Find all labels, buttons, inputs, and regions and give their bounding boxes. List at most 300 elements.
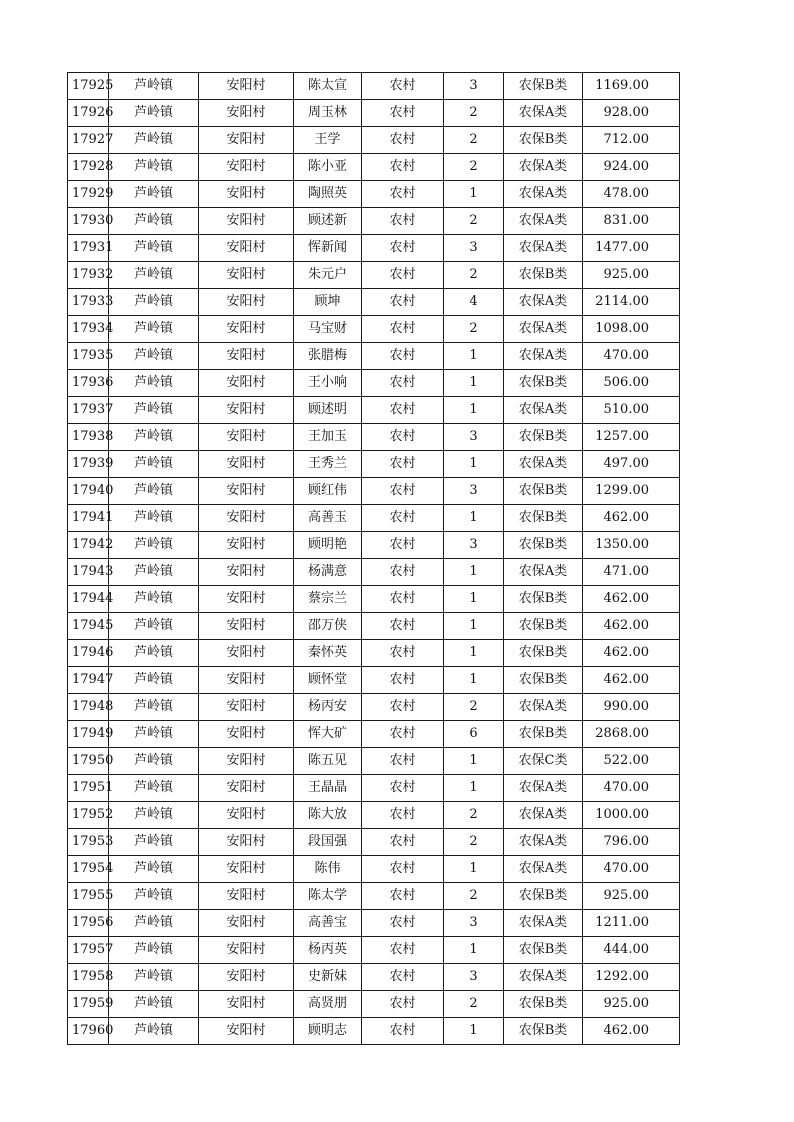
cell-type: 农村 [362, 586, 444, 613]
cell-count: 3 [444, 424, 504, 451]
cell-type: 农村 [362, 370, 444, 397]
cell-category: 农保A类 [504, 316, 583, 343]
table-row [68, 532, 680, 559]
cell-village: 安阳村 [199, 802, 294, 829]
cell-name: 高善宝 [294, 910, 362, 937]
cell-amount: 1211.00 [583, 910, 680, 937]
cell-count: 2 [444, 100, 504, 127]
cell-type: 农村 [362, 262, 444, 289]
cell-id: 17933 [68, 289, 109, 316]
table-row [68, 937, 680, 964]
cell-town: 芦岭镇 [109, 910, 199, 937]
cell-type: 农村 [362, 775, 444, 802]
cell-category: 农保B类 [504, 1018, 583, 1045]
cell-village: 安阳村 [199, 937, 294, 964]
cell-name: 马宝财 [294, 316, 362, 343]
cell-id: 17930 [68, 208, 109, 235]
table-row [68, 451, 680, 478]
cell-id: 17946 [68, 640, 109, 667]
cell-village: 安阳村 [199, 505, 294, 532]
cell-name: 杨丙英 [294, 937, 362, 964]
cell-town: 芦岭镇 [109, 532, 199, 559]
table-row [68, 775, 680, 802]
cell-id: 17925 [68, 73, 109, 100]
cell-category: 农保B类 [504, 586, 583, 613]
cell-count: 1 [444, 856, 504, 883]
cell-village: 安阳村 [199, 667, 294, 694]
cell-type: 农村 [362, 991, 444, 1018]
cell-amount: 470.00 [583, 856, 680, 883]
cell-name: 顾明志 [294, 1018, 362, 1045]
cell-town: 芦岭镇 [109, 397, 199, 424]
cell-name: 陈小亚 [294, 154, 362, 181]
cell-amount: 1169.00 [583, 73, 680, 100]
cell-category: 农保B类 [504, 127, 583, 154]
cell-type: 农村 [362, 316, 444, 343]
cell-village: 安阳村 [199, 289, 294, 316]
cell-amount: 2868.00 [583, 721, 680, 748]
cell-amount: 1098.00 [583, 316, 680, 343]
cell-amount: 2114.00 [583, 289, 680, 316]
table-row [68, 235, 680, 262]
cell-type: 农村 [362, 505, 444, 532]
table-row [68, 694, 680, 721]
cell-category: 农保A类 [504, 964, 583, 991]
cell-amount: 1350.00 [583, 532, 680, 559]
cell-id: 17959 [68, 991, 109, 1018]
cell-count: 1 [444, 370, 504, 397]
cell-village: 安阳村 [199, 424, 294, 451]
table-row [68, 73, 680, 100]
cell-type: 农村 [362, 829, 444, 856]
cell-category: 农保B类 [504, 478, 583, 505]
cell-amount: 831.00 [583, 208, 680, 235]
cell-count: 1 [444, 451, 504, 478]
cell-count: 1 [444, 181, 504, 208]
cell-amount: 497.00 [583, 451, 680, 478]
cell-village: 安阳村 [199, 559, 294, 586]
cell-category: 农保B类 [504, 370, 583, 397]
table-row [68, 883, 680, 910]
cell-amount: 462.00 [583, 613, 680, 640]
table-row [68, 505, 680, 532]
cell-amount: 925.00 [583, 991, 680, 1018]
cell-name: 顾怀堂 [294, 667, 362, 694]
cell-name: 王秀兰 [294, 451, 362, 478]
cell-name: 王加玉 [294, 424, 362, 451]
cell-name: 朱元户 [294, 262, 362, 289]
cell-id: 17939 [68, 451, 109, 478]
cell-amount: 462.00 [583, 640, 680, 667]
table-row [68, 262, 680, 289]
cell-town: 芦岭镇 [109, 73, 199, 100]
cell-count: 2 [444, 883, 504, 910]
cell-type: 农村 [362, 235, 444, 262]
cell-village: 安阳村 [199, 694, 294, 721]
cell-name: 顾坤 [294, 289, 362, 316]
cell-type: 农村 [362, 424, 444, 451]
cell-count: 2 [444, 829, 504, 856]
cell-town: 芦岭镇 [109, 667, 199, 694]
cell-count: 1 [444, 640, 504, 667]
cell-name: 顾述明 [294, 397, 362, 424]
cell-amount: 470.00 [583, 775, 680, 802]
cell-category: 农保B类 [504, 73, 583, 100]
cell-amount: 1257.00 [583, 424, 680, 451]
cell-count: 1 [444, 937, 504, 964]
cell-town: 芦岭镇 [109, 154, 199, 181]
cell-category: 农保B类 [504, 937, 583, 964]
cell-village: 安阳村 [199, 127, 294, 154]
cell-id: 17948 [68, 694, 109, 721]
cell-town: 芦岭镇 [109, 775, 199, 802]
cell-town: 芦岭镇 [109, 316, 199, 343]
cell-id: 17942 [68, 532, 109, 559]
cell-amount: 925.00 [583, 883, 680, 910]
table-row [68, 991, 680, 1018]
cell-town: 芦岭镇 [109, 586, 199, 613]
cell-count: 1 [444, 1018, 504, 1045]
cell-amount: 471.00 [583, 559, 680, 586]
cell-village: 安阳村 [199, 964, 294, 991]
cell-type: 农村 [362, 748, 444, 775]
cell-type: 农村 [362, 343, 444, 370]
cell-count: 1 [444, 343, 504, 370]
cell-type: 农村 [362, 478, 444, 505]
cell-category: 农保A类 [504, 559, 583, 586]
table-row [68, 559, 680, 586]
cell-category: 农保A类 [504, 802, 583, 829]
cell-town: 芦岭镇 [109, 829, 199, 856]
cell-name: 陈太学 [294, 883, 362, 910]
cell-town: 芦岭镇 [109, 748, 199, 775]
cell-town: 芦岭镇 [109, 721, 199, 748]
cell-village: 安阳村 [199, 748, 294, 775]
cell-name: 顾红伟 [294, 478, 362, 505]
table-row [68, 127, 680, 154]
cell-category: 农保B类 [504, 640, 583, 667]
cell-town: 芦岭镇 [109, 451, 199, 478]
cell-count: 2 [444, 991, 504, 1018]
cell-name: 段国强 [294, 829, 362, 856]
cell-id: 17934 [68, 316, 109, 343]
cell-type: 农村 [362, 559, 444, 586]
cell-name: 陈大放 [294, 802, 362, 829]
cell-amount: 522.00 [583, 748, 680, 775]
cell-count: 3 [444, 73, 504, 100]
cell-type: 农村 [362, 532, 444, 559]
cell-category: 农保B类 [504, 424, 583, 451]
records-body [68, 73, 680, 1045]
cell-name: 蔡宗兰 [294, 586, 362, 613]
cell-category: 农保A类 [504, 181, 583, 208]
cell-amount: 925.00 [583, 262, 680, 289]
cell-category: 农保A类 [504, 397, 583, 424]
cell-id: 17960 [68, 1018, 109, 1045]
cell-name: 顾述新 [294, 208, 362, 235]
cell-category: 农保A类 [504, 775, 583, 802]
cell-town: 芦岭镇 [109, 991, 199, 1018]
cell-type: 农村 [362, 154, 444, 181]
table-row [68, 370, 680, 397]
table-row [68, 100, 680, 127]
cell-village: 安阳村 [199, 397, 294, 424]
cell-type: 农村 [362, 451, 444, 478]
cell-category: 农保B类 [504, 613, 583, 640]
cell-category: 农保A类 [504, 343, 583, 370]
cell-amount: 1292.00 [583, 964, 680, 991]
cell-type: 农村 [362, 73, 444, 100]
cell-amount: 470.00 [583, 343, 680, 370]
cell-id: 17954 [68, 856, 109, 883]
cell-village: 安阳村 [199, 451, 294, 478]
cell-town: 芦岭镇 [109, 289, 199, 316]
cell-village: 安阳村 [199, 100, 294, 127]
cell-village: 安阳村 [199, 181, 294, 208]
cell-town: 芦岭镇 [109, 262, 199, 289]
table-row [68, 829, 680, 856]
cell-amount: 1000.00 [583, 802, 680, 829]
table-row [68, 289, 680, 316]
table-row [68, 343, 680, 370]
cell-village: 安阳村 [199, 1018, 294, 1045]
cell-type: 农村 [362, 397, 444, 424]
cell-count: 1 [444, 775, 504, 802]
cell-type: 农村 [362, 910, 444, 937]
cell-town: 芦岭镇 [109, 613, 199, 640]
cell-count: 1 [444, 613, 504, 640]
cell-count: 4 [444, 289, 504, 316]
cell-category: 农保A类 [504, 154, 583, 181]
cell-amount: 712.00 [583, 127, 680, 154]
cell-category: 农保A类 [504, 694, 583, 721]
table-row [68, 424, 680, 451]
cell-name: 王晶晶 [294, 775, 362, 802]
cell-type: 农村 [362, 694, 444, 721]
cell-amount: 928.00 [583, 100, 680, 127]
cell-amount: 506.00 [583, 370, 680, 397]
cell-id: 17947 [68, 667, 109, 694]
cell-category: 农保A类 [504, 208, 583, 235]
table-row [68, 721, 680, 748]
cell-name: 邵万侠 [294, 613, 362, 640]
cell-village: 安阳村 [199, 856, 294, 883]
cell-count: 1 [444, 559, 504, 586]
cell-town: 芦岭镇 [109, 937, 199, 964]
cell-amount: 924.00 [583, 154, 680, 181]
cell-id: 17945 [68, 613, 109, 640]
cell-type: 农村 [362, 613, 444, 640]
cell-count: 1 [444, 667, 504, 694]
cell-count: 1 [444, 505, 504, 532]
cell-amount: 1477.00 [583, 235, 680, 262]
cell-id: 17938 [68, 424, 109, 451]
cell-category: 农保B类 [504, 262, 583, 289]
cell-town: 芦岭镇 [109, 370, 199, 397]
cell-count: 1 [444, 397, 504, 424]
cell-amount: 796.00 [583, 829, 680, 856]
cell-town: 芦岭镇 [109, 208, 199, 235]
cell-count: 3 [444, 532, 504, 559]
cell-category: 农保B类 [504, 667, 583, 694]
cell-count: 6 [444, 721, 504, 748]
cell-count: 3 [444, 964, 504, 991]
cell-name: 杨满意 [294, 559, 362, 586]
cell-village: 安阳村 [199, 208, 294, 235]
cell-count: 3 [444, 235, 504, 262]
cell-id: 17950 [68, 748, 109, 775]
cell-town: 芦岭镇 [109, 424, 199, 451]
cell-town: 芦岭镇 [109, 343, 199, 370]
cell-village: 安阳村 [199, 532, 294, 559]
cell-category: 农保C类 [504, 748, 583, 775]
cell-village: 安阳村 [199, 829, 294, 856]
cell-id: 17931 [68, 235, 109, 262]
table-row [68, 802, 680, 829]
table-row [68, 181, 680, 208]
cell-village: 安阳村 [199, 478, 294, 505]
cell-town: 芦岭镇 [109, 235, 199, 262]
cell-name: 王小响 [294, 370, 362, 397]
table-row [68, 478, 680, 505]
cell-id: 17928 [68, 154, 109, 181]
table-row [68, 856, 680, 883]
cell-type: 农村 [362, 100, 444, 127]
cell-count: 2 [444, 262, 504, 289]
cell-name: 王学 [294, 127, 362, 154]
cell-id: 17952 [68, 802, 109, 829]
cell-name: 陈太宣 [294, 73, 362, 100]
cell-count: 2 [444, 802, 504, 829]
cell-category: 农保B类 [504, 883, 583, 910]
cell-category: 农保A类 [504, 856, 583, 883]
cell-id: 17958 [68, 964, 109, 991]
cell-count: 1 [444, 586, 504, 613]
cell-amount: 462.00 [583, 667, 680, 694]
cell-id: 17953 [68, 829, 109, 856]
cell-name: 陈伟 [294, 856, 362, 883]
cell-type: 农村 [362, 802, 444, 829]
cell-count: 3 [444, 910, 504, 937]
cell-town: 芦岭镇 [109, 478, 199, 505]
cell-town: 芦岭镇 [109, 640, 199, 667]
cell-category: 农保A类 [504, 451, 583, 478]
table-row [68, 910, 680, 937]
cell-amount: 1299.00 [583, 478, 680, 505]
cell-count: 3 [444, 478, 504, 505]
cell-id: 17955 [68, 883, 109, 910]
cell-type: 农村 [362, 856, 444, 883]
cell-count: 1 [444, 748, 504, 775]
cell-id: 17956 [68, 910, 109, 937]
cell-village: 安阳村 [199, 640, 294, 667]
cell-type: 农村 [362, 640, 444, 667]
cell-category: 农保A类 [504, 235, 583, 262]
table-row [68, 613, 680, 640]
cell-type: 农村 [362, 181, 444, 208]
cell-amount: 510.00 [583, 397, 680, 424]
cell-category: 农保A类 [504, 829, 583, 856]
cell-id: 17935 [68, 343, 109, 370]
cell-name: 恽新闻 [294, 235, 362, 262]
cell-amount: 444.00 [583, 937, 680, 964]
cell-name: 陶照英 [294, 181, 362, 208]
table-row [68, 748, 680, 775]
cell-count: 2 [444, 316, 504, 343]
table-row [68, 640, 680, 667]
cell-village: 安阳村 [199, 316, 294, 343]
cell-name: 张腊梅 [294, 343, 362, 370]
cell-category: 农保B类 [504, 721, 583, 748]
cell-type: 农村 [362, 667, 444, 694]
cell-village: 安阳村 [199, 370, 294, 397]
table-row [68, 208, 680, 235]
cell-category: 农保A类 [504, 289, 583, 316]
cell-id: 17944 [68, 586, 109, 613]
cell-village: 安阳村 [199, 613, 294, 640]
cell-town: 芦岭镇 [109, 856, 199, 883]
cell-id: 17951 [68, 775, 109, 802]
cell-amount: 462.00 [583, 1018, 680, 1045]
cell-name: 高贤朋 [294, 991, 362, 1018]
table-row [68, 586, 680, 613]
cell-id: 17927 [68, 127, 109, 154]
cell-count: 2 [444, 154, 504, 181]
cell-id: 17943 [68, 559, 109, 586]
cell-village: 安阳村 [199, 154, 294, 181]
cell-count: 2 [444, 127, 504, 154]
cell-type: 农村 [362, 127, 444, 154]
cell-name: 史新妹 [294, 964, 362, 991]
cell-village: 安阳村 [199, 775, 294, 802]
cell-category: 农保A类 [504, 100, 583, 127]
cell-town: 芦岭镇 [109, 559, 199, 586]
cell-id: 17926 [68, 100, 109, 127]
cell-village: 安阳村 [199, 910, 294, 937]
cell-village: 安阳村 [199, 991, 294, 1018]
cell-town: 芦岭镇 [109, 505, 199, 532]
cell-village: 安阳村 [199, 73, 294, 100]
cell-type: 农村 [362, 964, 444, 991]
table-row [68, 667, 680, 694]
cell-village: 安阳村 [199, 883, 294, 910]
records-table [67, 72, 680, 1045]
cell-amount: 462.00 [583, 586, 680, 613]
cell-id: 17957 [68, 937, 109, 964]
cell-name: 高善玉 [294, 505, 362, 532]
table-row [68, 1018, 680, 1045]
table-row [68, 154, 680, 181]
cell-name: 陈五见 [294, 748, 362, 775]
cell-town: 芦岭镇 [109, 181, 199, 208]
cell-type: 农村 [362, 883, 444, 910]
cell-town: 芦岭镇 [109, 964, 199, 991]
cell-type: 农村 [362, 937, 444, 964]
cell-type: 农村 [362, 208, 444, 235]
cell-type: 农村 [362, 721, 444, 748]
table-row [68, 397, 680, 424]
cell-village: 安阳村 [199, 235, 294, 262]
table-row [68, 964, 680, 991]
cell-village: 安阳村 [199, 586, 294, 613]
cell-town: 芦岭镇 [109, 1018, 199, 1045]
cell-town: 芦岭镇 [109, 802, 199, 829]
cell-category: 农保A类 [504, 910, 583, 937]
cell-village: 安阳村 [199, 262, 294, 289]
cell-village: 安阳村 [199, 343, 294, 370]
cell-category: 农保B类 [504, 991, 583, 1018]
cell-type: 农村 [362, 1018, 444, 1045]
